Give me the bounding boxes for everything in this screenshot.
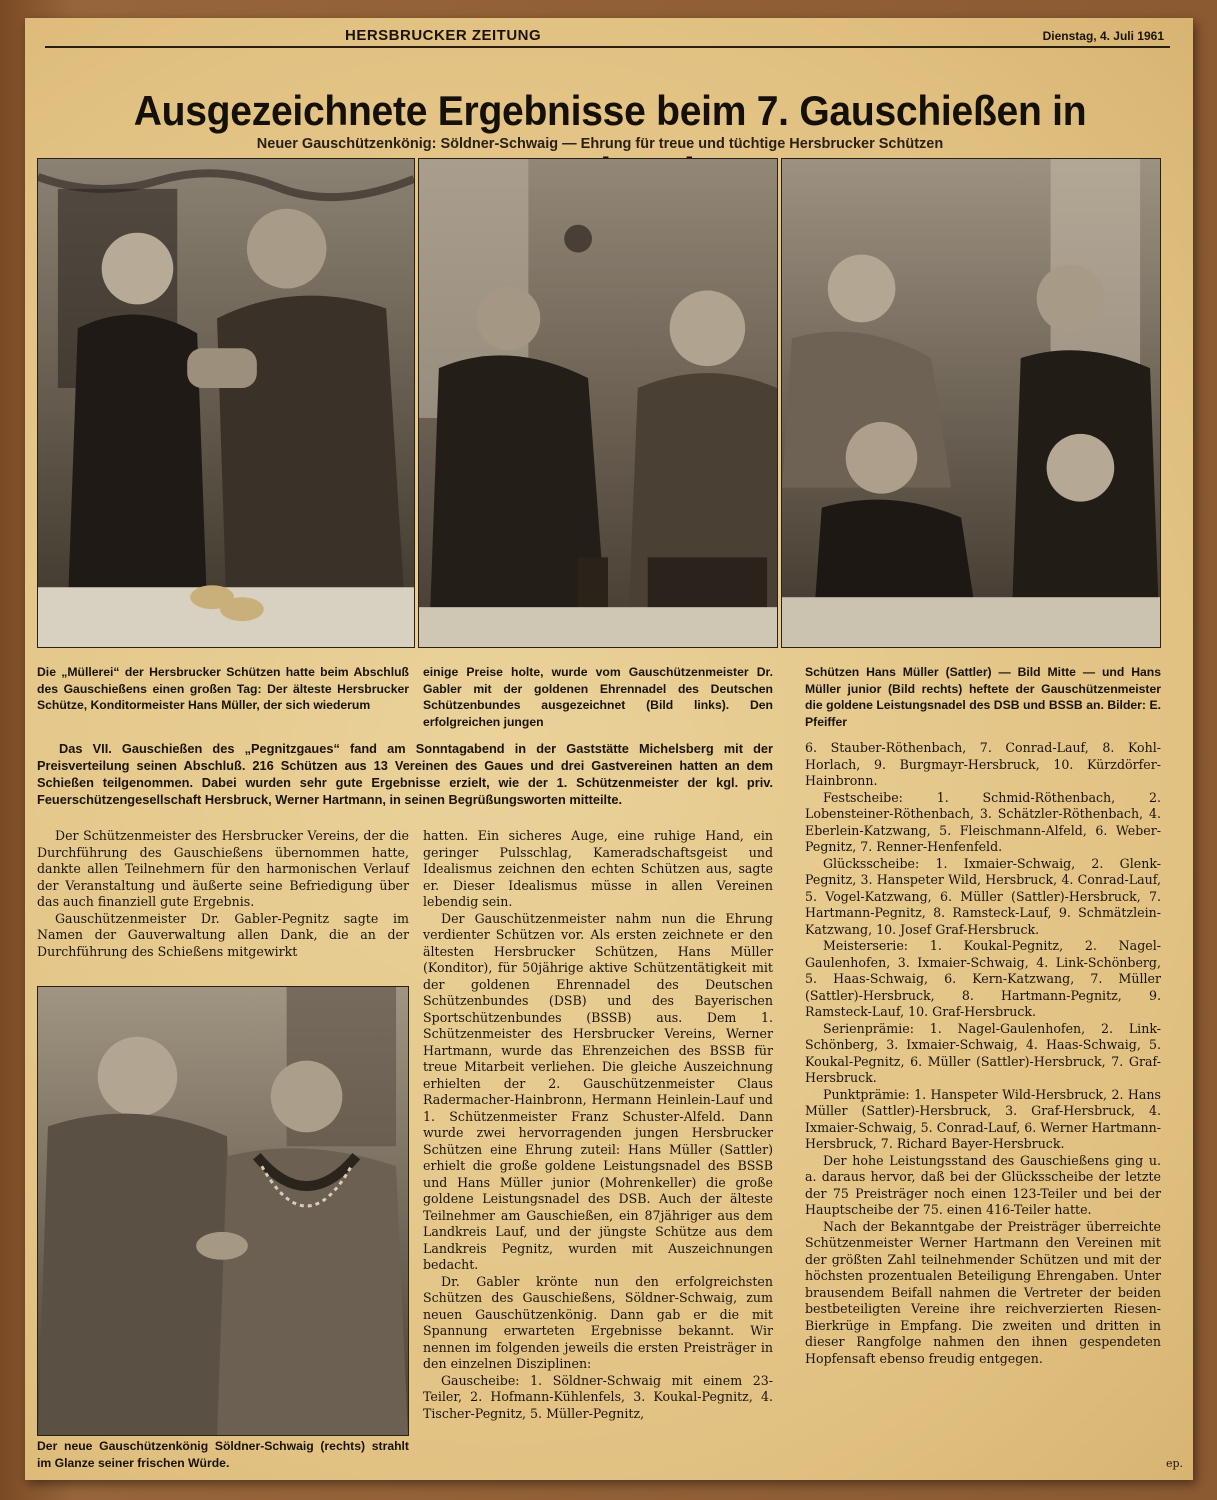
photo-award-left: [37, 158, 415, 648]
article-column-3: [805, 740, 1161, 1367]
col1-paragraph: Der Schützenmeister des Hersbrucker Vereins, der die Durchführung des Gauschießens übernommen hatte, dankte allen Teilnehmern für den harmonischen Verlauf der Veranstaltung und äußerte seine Befriedigung über das auch finanziell gute Ergebnis.: [37, 828, 409, 909]
col3-paragraph: Nach der Bekanntgabe der Preisträger überreichte Schützenmeister Werner Hartmann den Vereinen mit der größten Zahl teilnehmender Schützen und mit der höchsten prozentualen Beteiligung Ehrengaben. Unter brausendem Beifall nahmen die Vertreter der beiden bestbeteiligten Vereine ihre reichverzierten Riesen-Bierkrüge in Empfang. Die zweiten und dritten in dieser Rangfolge nahmen den ihnen gespendeten Hopfensaft ebenso freudig entgegen.: [805, 1218, 1161, 1366]
col3-paragraph: Punktprämie: 1. Hanspeter Wild-Hersbruck, 2. Hans Müller (Sattler)-Hersbruck, 3. Graf-Hersbruck, 4. Ixmaier-Schwaig, 5. Conrad-Lauf, 6. Werner Hartmann-Hersbruck, 7. Richard Bayer-Hersbruck.: [805, 1086, 1161, 1151]
col3-paragraph: Festscheibe: 1. Schmid-Röthenbach, 2. Lobensteiner-Röthenbach, 3. Schätzler-Röthenbach, 4. Eberlein-Katzwang, 5. Fleischmann-Alfeld, 6. Weber-Pegnitz, 7. Renner-Henfenfeld.: [805, 789, 1161, 854]
article-column-1: [37, 828, 409, 960]
col2-paragraph: hatten. Ein sicheres Auge, eine ruhige Hand, ein geringer Pulsschlag, Kameradschaftsgeist und Idealismus zeichnen den echten Schützen aus, sagte er. Dieser Idealismus müsse in allen Vereinen lebendig sein.: [423, 828, 773, 909]
photo-new-king-image: [38, 987, 408, 1435]
photo-caption-bottom: Der neue Gauschützenkönig Söldner-Schwaig (rechts) strahlt im Glanze seiner frischen Würde.: [37, 1439, 409, 1470]
photo-award-right: [781, 158, 1161, 648]
col3-paragraph: 6. Stauber-Röthenbach, 7. Conrad-Lauf, 8. Kohl-Horlach, 9. Burgmayr-Hersbruck, 10. Kürzdörfer-Hainbronn.: [805, 740, 1161, 788]
col3-paragraph: Glücksscheibe: 1. Ixmaier-Schwaig, 2. Glenk-Pegnitz, 3. Hanspeter Wild, Hersbruck, 4. Conrad-Lauf, 5. Vogel-Katzwang, 6. Müller (Sattler)-Hersbruck, 7. Hartmann-Pegnitz, 8. Ramsteck-Lauf, 9. Schmätzlein-Katzwang, 10. Josef Graf-Hersbruck.: [805, 855, 1161, 937]
article-headline: Ausgezeichnete Ergebnisse beim 7. Gauschießen in: [133, 87, 1087, 134]
col3-paragraph: Meisterserie: 1. Koukal-Pegnitz, 2. Nagel-Gaulenhofen, 3. Ixmaier-Schwaig, 4. Link-Schönberg, 5. Haas-Schwaig, 6. Kern-Katzwang, 7. Müller (Sattler)-Hersbruck, 8. Hartmann-Pegnitz, 9. Ramsteck-Lauf, 10. Graf-Hersbruck.: [805, 938, 1161, 1019]
photo-award-middle-image: [419, 159, 777, 647]
col2-paragraph: Gauscheibe: 1. Söldner-Schwaig mit einem 23-Teiler, 2. Hofmann-Kühlenfels, 3. Koukal-Pegnitz, 4. Tischer-Pegnitz, 5. Müller-Pegnitz,: [423, 1372, 773, 1421]
photo-caption-top-part1: Die „Müllerei“ der Hersbrucker Schützen hatte beim Abschluß des Gauschießens einen großen Tag: Der älteste Hersbrucker Schütze, Konditormeister Hans Müller, der sich wiederum: [37, 665, 409, 712]
article-lead: Das VII. Gauschießen des „Pegnitzgaues“ fand am Sonntagabend in der Gaststätte Michelsberg mit der Preisverteilung seinen Abschluß. 216 Schützen aus 13 Vereinen des Gaues und drei Gastvereinen hatten an dem Schießen teilgenommen. Dabei wurden sehr gute Ergebnisse erzielt, wie der 1. Schützenmeister der kgl. priv. Feuerschützengesellschaft Hersbruck, Werner Hartmann, in seinen Begrüßungsworten mitteilte.: [37, 741, 773, 807]
newspaper-header: [45, 24, 1170, 48]
col1-paragraph: Gauschützenmeister Dr. Gabler-Pegnitz sagte im Namen der Gauverwaltung allen Dank, die an der Durchführung des Schießens mitgewirkt: [37, 910, 409, 959]
photo-caption-top-part3: Schützen Hans Müller (Sattler) — Bild Mitte — und Hans Müller junior (Bild rechts) heftete der Gauschützenmeister die goldene Leistungsnadel des DSB und BSSB an. Bilder: E. Pfeiffer: [805, 665, 1161, 729]
photo-award-left-image: [38, 159, 414, 647]
newspaper-clipping: [25, 18, 1193, 1480]
newspaper-date: Dienstag, 4. Juli 1961: [1042, 29, 1164, 43]
photo-award-middle: [418, 158, 778, 648]
article-subheadline: Neuer Gauschützenkönig: Söldner-Schwaig — Ehrung für treue und tüchtige Hersbrucker Schützen: [256, 136, 944, 152]
article-column-2: [423, 828, 773, 1422]
col3-paragraph: Der hohe Leistungsstand des Gauschießens ging u. a. daraus hervor, daß bei der Glücksscheibe der letzte der 75 Preisträger noch einen 123-Teiler und bei der Hauptscheibe der 75. einen 416-Teiler hatte.: [805, 1152, 1161, 1217]
col2-paragraph: Dr. Gabler krönte nun den erfolgreichsten Schützen des Gauschießens, Söldner-Schwaig, zum neuen Gauschützenkönig. Dann gab er die mit Spannung erwarteten Ergebnisse bekannt. Wir nennen im folgenden jeweils die ersten Preisträger in den einzelnen Disziplinen:: [423, 1273, 773, 1371]
photo-new-king: [37, 986, 409, 1436]
photo-award-right-image: [782, 159, 1160, 647]
photo-caption-top-part2: einige Preise holte, wurde vom Gauschützenmeister Dr. Gabler mit der goldenen Ehrennadel des Deutschen Schützenbundes ausgezeichnet (Bild links). Den erfolgreichen jungen: [423, 665, 773, 729]
col2-paragraph: Der Gauschützenmeister nahm nun die Ehrung verdienter Schützen vor. Als ersten zeichnete er den ältesten Hersbrucker Schützen, Hans Müller (Konditor), für 50jährige aktive Schützentätigkeit mit der goldenen Ehrennadel des Deutschen Schützenbundes (DSB) und des Bayerischen Sportschützenbundes (BSSB) aus. Dem 1. Schützenmeister des Hersbrucker Vereins, Werner Hartmann, wurde das Ehrenzeichen des BSSB für treue Mitarbeit verliehen. Die gleiche Auszeichnung erhielten der 2. Gauschützenmeister Claus Radermacher-Hainbronn, Hermann Heinlein-Lauf und 1. Schützenmeister Franz Schuster-Alfeld. Dann wurde zwei hervorragenden jungen Hersbrucker Schützen eine Ehrung zuteil: Hans Müller (Sattler) erhielt die große goldene Leistungsnadel des BSSB und Hans Müller junior (Mohrenkeller) die große goldene Leistungsnadel des DSB. Auch der älteste Teilnehmer am Gauschießen, ein 87jähriger aus dem Landkreis Lauf, und der jüngste Schütze aus dem Landkreis Pegnitz, wurden mit Auszeichnungen bedacht.: [423, 910, 773, 1272]
newspaper-name: HERSBRUCKER ZEITUNG: [345, 27, 542, 44]
col3-paragraph: Serienprämie: 1. Nagel-Gaulenhofen, 2. Link-Schönberg, 3. Ixmaier-Schwaig, 4. Haas-Schwaig, 5. Koukal-Pegnitz, 6. Müller (Sattler)-Hersbruck, 7. Graf-Hersbruck.: [805, 1020, 1161, 1085]
author-signature: ep.: [1165, 1457, 1183, 1470]
